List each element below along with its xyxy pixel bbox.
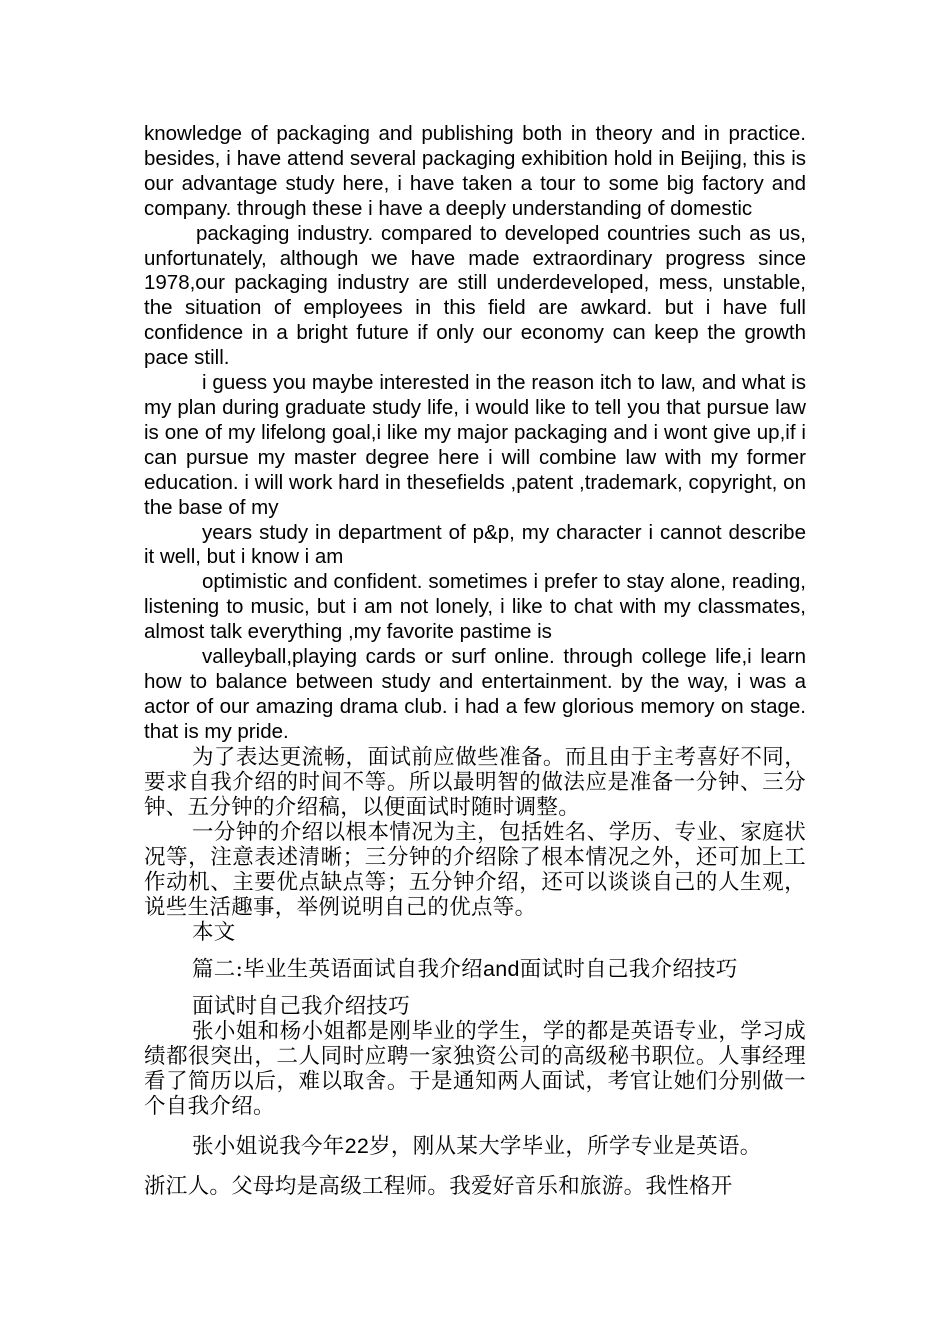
paragraph-packaging-industry: packaging industry. compared to developed countries such as us, unfortunately, although we have made extraordinary progress since 1978,our packaging industry are still underdeveloped, mess, unstable, the situation of employees in this field are awkard. but i have full confidence in a bright future if only our economy can keep the growth pace still. bbox=[144, 221, 806, 370]
heading-part-two-and: and bbox=[482, 956, 520, 981]
heading-part-two-cn: 篇二:毕业生英语面试自我介绍 bbox=[192, 956, 483, 982]
paragraph-source-label: 本文 bbox=[192, 919, 236, 945]
miss-zhang-intro-a: 张小姐说我今年 bbox=[192, 1133, 345, 1159]
paragraph-packaging-knowledge: knowledge of packaging and publishing both in theory and in practice. besides, i have attend several packaging exhibition hold in Beijing, this is our advantage study here, i have taken a tour to some big factory and company. through these i have a deeply understanding of domestic bbox=[144, 122, 806, 220]
heading-part-two-tips: 面试时自己我介绍技巧 bbox=[519, 956, 738, 982]
paragraph-durations: 一分钟的介绍以根本情况为主，包括姓名、学历、专业、家庭状况等，注意表述清晰；三分钟的介绍除了根本情况之外，还可加上工作动机、主要优点缺点等；五分钟介绍，还可以谈谈自己的人生观，说些生活趣事，举例说明自己的优点等。 bbox=[144, 819, 806, 920]
paragraph-law-plan: i guess you maybe interested in the reason itch to law, and what is my plan during graduate study life, i would like to tell you that pursue law is one of my lifelong goal,i like my major packaging and i wont give up,if i can pursue my master degree here i will combine law with my former education. i will work hard in thesefields ,patent ,trademark, copyright, on the base of my bbox=[144, 371, 806, 519]
miss-zhang-age: 22 bbox=[344, 1133, 370, 1158]
section-heading-part-two bbox=[144, 957, 806, 982]
paragraph-two-candidates: 张小姐和杨小姐都是刚毕业的学生，学的都是英语专业，学习成绩都很突出，二人同时应聘一家独资公司的高级秘书职位。人事经理看了简历以后，难以取舍。于是通知两人面试，考官让她们分别做一个自我介绍。 bbox=[144, 1018, 806, 1119]
section-subheading-tips: 面试时自己我介绍技巧 bbox=[192, 993, 411, 1019]
miss-zhang-intro-c: 岁，刚从某大学毕业，所学专业是英语。 bbox=[369, 1133, 762, 1159]
paragraph-personality: optimistic and confident. sometimes i prefer to stay alone, reading, listening to music, but i am not lonely, i like to chat with my classmates, almost talk everything ,my favorite pastime is bbox=[144, 570, 806, 644]
paragraph-zhejiang: 浙江人。父母均是高级工程师。我爱好音乐和旅游。我性格开 bbox=[144, 1173, 733, 1199]
text-column bbox=[144, 122, 806, 1199]
paragraph-character: years study in department of p&p, my character i cannot describe it well, but i know i am bbox=[144, 520, 806, 569]
paragraph-preparation: 为了表达更流畅，面试前应做些准备。而且由于主考喜好不同，要求自我介绍的时间不等。所以最明智的做法应是准备一分钟、三分钟、五分钟的介绍稿，以便面试时随时调整。 bbox=[144, 744, 806, 820]
paragraph-hobbies: valleyball,playing cards or surf online. through college life,i learn how to balance between study and entertainment. by the way, i was a actor of our amazing drama club. i had a few glorious memory on stage. that is my pride. bbox=[144, 645, 806, 743]
paragraph-miss-zhang bbox=[144, 1134, 806, 1159]
